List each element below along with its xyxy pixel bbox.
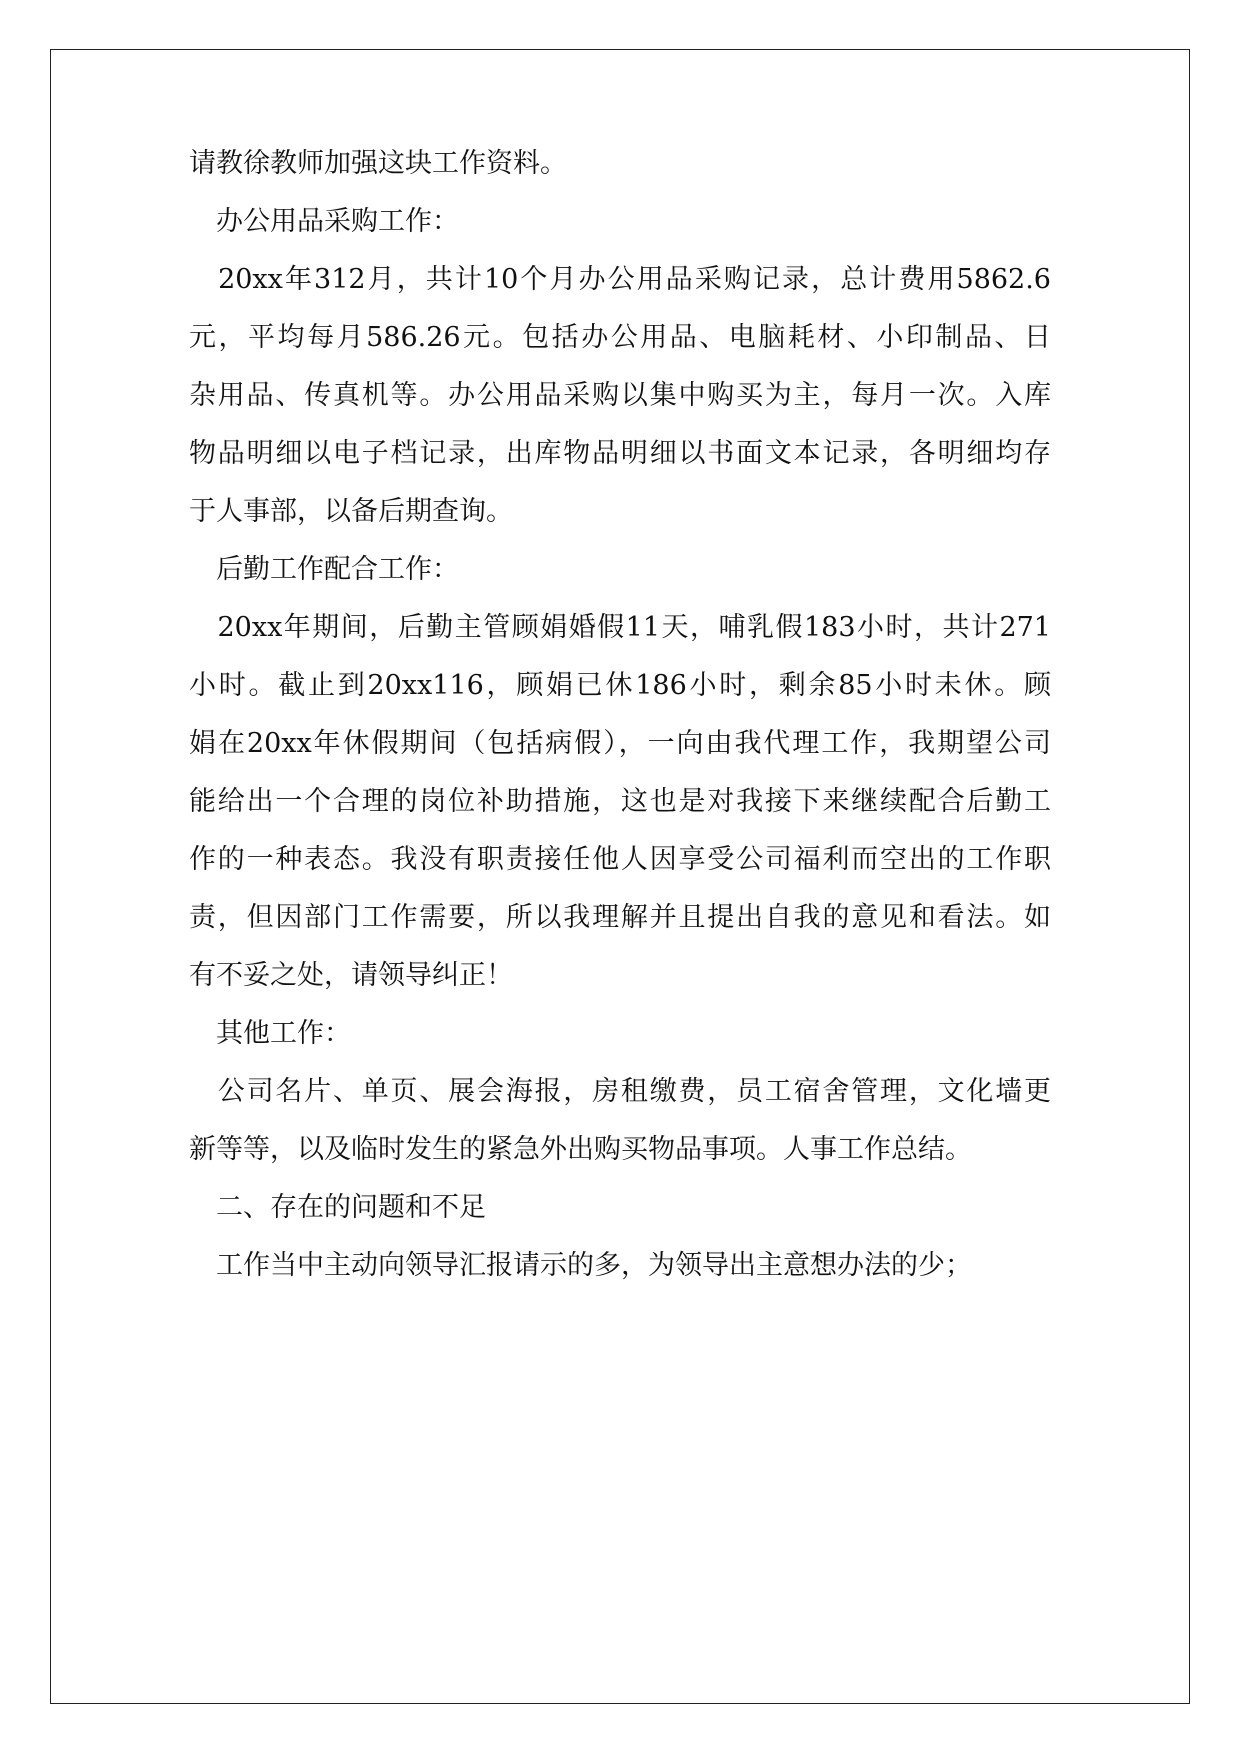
text-line-18: 新等等，以及临时发生的紧急外出购买物品事项。人事工作总结。 (189, 1134, 972, 1165)
text-line-3: 20xx年312月，共计10个月办公用品采购记录，总计费用5862.6 (189, 264, 1051, 295)
text-line-4: 元，平均每月586.26元。包括办公用品、电脑耗材、小印制品、日 (189, 322, 1051, 353)
section-heading-other-work: 其他工作： (189, 1018, 351, 1049)
text-line-6: 物品明细以电子档记录，出库物品明细以书面文本记录，各明细均存 (189, 438, 1051, 469)
text-line-7: 于人事部，以备后期查询。 (189, 496, 513, 527)
text-line-11: 娟在20xx年休假期间（包括病假），一向由我代理工作，我期望公司 (189, 728, 1051, 759)
section-heading-office-supplies: 办公用品采购工作： (189, 206, 459, 237)
text-line-9: 20xx年期间，后勤主管顾娟婚假11天，哺乳假183小时，共计271 (189, 612, 1051, 643)
section-heading-problems: 二、存在的问题和不足 (189, 1192, 486, 1223)
text-line-14: 责，但因部门工作需要，所以我理解并且提出自我的意见和看法。如 (189, 902, 1051, 933)
text-line-1: 请教徐教师加强这块工作资料。 (189, 148, 567, 179)
text-line-15: 有不妥之处，请领导纠正！ (189, 960, 513, 991)
text-line-20: 工作当中主动向领导汇报请示的多，为领导出主意想办法的少； (189, 1250, 972, 1281)
text-line-10: 小时。截止到20xx116，顾娟已休186小时，剩余85小时未休。顾 (189, 670, 1051, 701)
text-line-12: 能给出一个合理的岗位补助措施，这也是对我接下来继续配合后勤工 (189, 786, 1051, 817)
text-line-5: 杂用品、传真机等。办公用品采购以集中购买为主，每月一次。入库 (189, 380, 1051, 411)
text-line-13: 作的一种表态。我没有职责接任他人因享受公司福利而空出的工作职 (189, 844, 1051, 875)
section-heading-logistics: 后勤工作配合工作： (189, 554, 459, 585)
text-line-17: 公司名片、单页、展会海报，房租缴费，员工宿舍管理，文化墙更 (189, 1076, 1051, 1107)
